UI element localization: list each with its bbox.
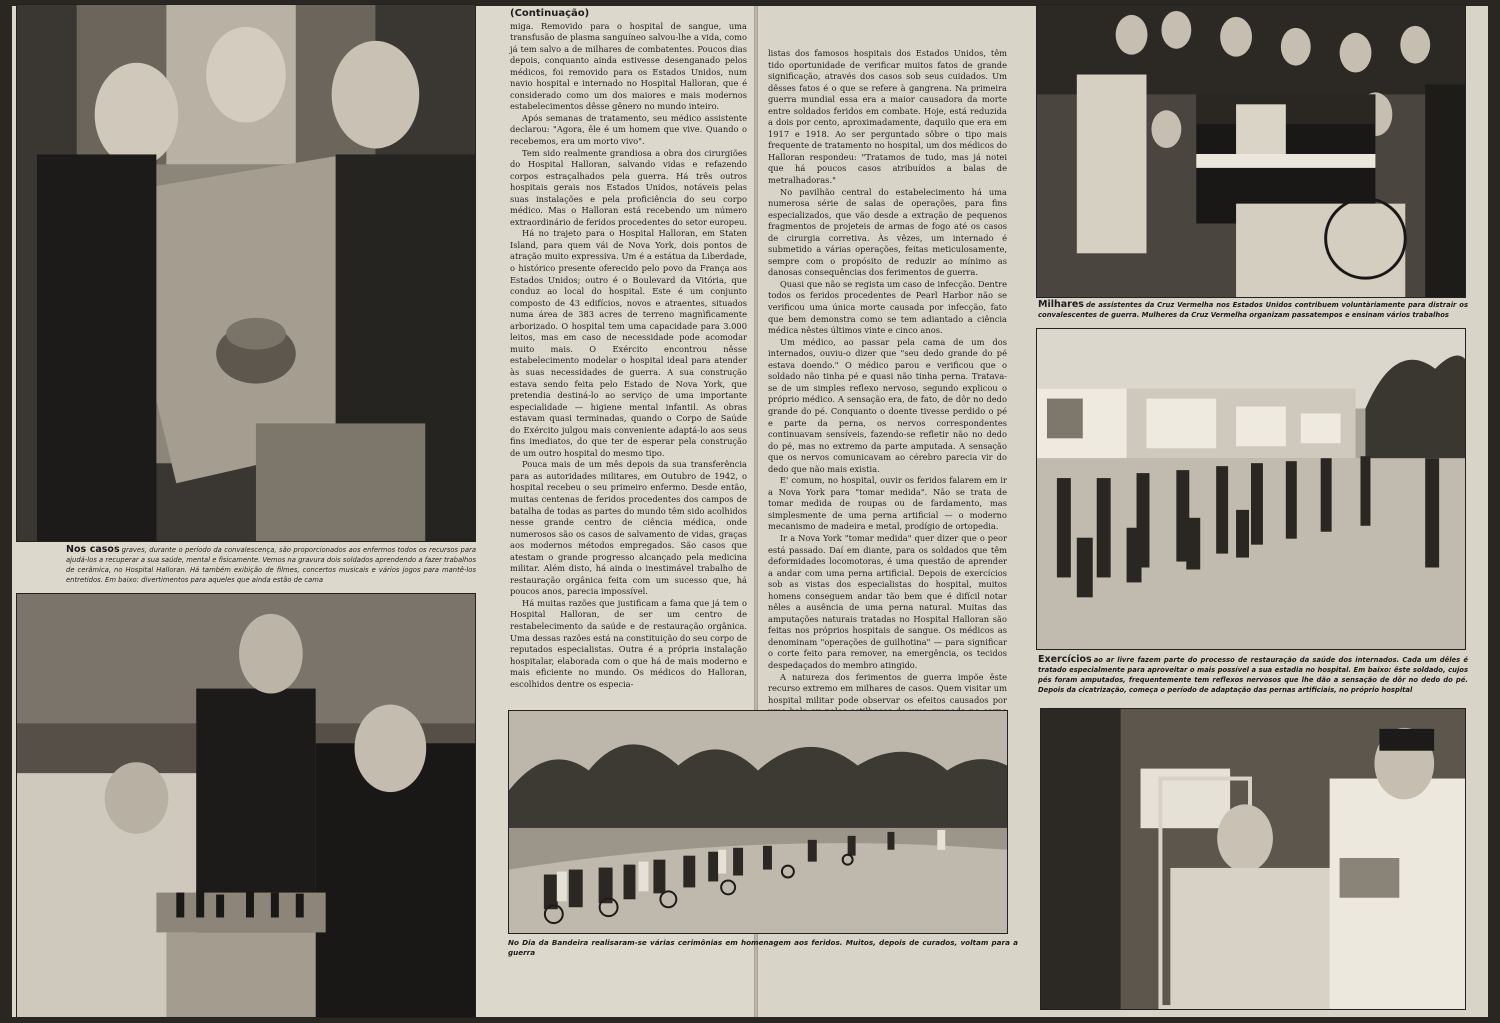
paragraph: listas dos famosos hospitais dos Estados Unidos, têm tido oportunidade de verificar muitos fatos de grande significação, através dos casos sob seus cuidados. Um dêsses fatos é o que se refere à gangrena. Na primeira guerra mundial essa era a maior causadora da morte entre soldados feridos em combate. Hoje, está reduzida a dois por cento, aproximadamente, daquilo que era em 1917 e 1918. Ao ser perguntado sôbre o tipo mais frequente de tratamento no hospital, um dos médicos do Halloran respondeu: "Tratamos de tudo, mas já notei que há poucos casos atribuídos a balas de metralhadoras." <box>768 48 1007 186</box>
caption-milhares <box>1038 300 1468 320</box>
paragraph: Há muitas razões que justificam a fama que já tem o Hospital Halloran, de ser um centro de restabelecimento da saúde e de restauração orgânica. Uma dessas razões está na constituição do seu corpo de reputados especialistas. Outra é a própria instalação hospitalar, elaborada com o que há de mais moderno e mais eficiente no mundo. Os médicos do Halloran, escolhidos dentre os especia- <box>510 597 747 689</box>
caption-text: de assistentes da Cruz Vermelha nos Estados Unidos contribuem voluntàriamente para distrair os convalescentes de guerra. Mulheres da Cruz Vermelha organizam passatempos e ensinam vários trabalhos <box>1038 301 1468 319</box>
article-column-1 <box>510 8 747 698</box>
paragraph: miga. Removido para o hospital de sangue, uma transfusão de plasma sanguíneo salvou-lhe a vida, como já tem salvo a de milhares de combatentes. Poucos dias depois, conquanto ainda estivesse desenganado pelos médicos, foi removido para os Estados Unidos, num navio hospital e internado no Hospital Halloran, que é considerado como um dos maiores e mais modernos estabelecimentos dêsse gênero no mundo inteiro. <box>510 20 747 112</box>
caption-text: ao ar livre fazem parte do processo de restauração da saúde dos internados. Cada um dêles é tratado especialmente para aproveitar o mais possível a sua estadia no hospital. Em baixo: êste soldado, cujos pés foram amputados, frequentemente tem reflexos nervosos que lhe dão a sensação de dôr no dedo do pé. Depois da cicatrização, começa o período de adaptação das pernas artificiais, no próprio hospital <box>1038 656 1468 694</box>
caption-lead: Milhares <box>1038 299 1084 310</box>
caption-text: graves, durante o período da convalescença, são proporcionados aos enfermos todos os recursos para ajudá-los a recuperar a sua saúde, mental e fìsicamente. Vemos na gravura dois soldados aprendendo a fazer trabalhos de cerâmica, no Hospital Halloran. Há também exibição de filmes, concertos musicais e vários jogos para mantê-los entretidos. Em baixo: divertimentos para aqueles que ainda estão de cama <box>66 546 476 584</box>
caption-lead: Exercícios <box>1038 654 1092 665</box>
paragraph: Um médico, ao passar pela cama de um dos internados, ouviu-o dizer que "seu dedo grande do pé estava doendo." O médico parou e verificou que o soldado não tinha pé e quasi não tinha perna. Tratava-se de um simples reflexo nervoso, segundo explicou o próprio médico. A sensação era, de fato, de dôr no dedo grande do pé. Conquanto o doente tivesse perdido o pé e parte da perna, os nervos correspondentes continuavam sensíveis, fazendo-se refletir não no dedo do pé, mas no extremo da parte amputada. A sensação que os nervos comunicavam ao cérebro parecia vir do dedo que não mais existia. <box>768 336 1007 474</box>
caption-lead: Nos casos <box>66 544 120 555</box>
caption-exercicios <box>1038 655 1468 695</box>
photo-pottery <box>16 4 476 542</box>
photo-piano <box>1036 4 1466 298</box>
article-column-2 <box>768 48 1007 705</box>
paragraph: Ir a Nova York "tomar medida" quer dizer que o peor está passado. Daí em diante, para os soldados que têm deformidades locomotoras, é uma questão de aprender a andar com uma perna artificial. Depois de exercícios sob as vistas dos especialistas do hospital, muitos homens conseguem andar tão bem que é difícil notar nêles a ausência de uma perna natural. Muitas das amputações naturais tratadas no Hospital Halloran são feitas nos próprios hospitais de sangue. Os médicos as denominam "operações de guilhotina" — para significar o corte feito para remover, na emergência, os tecidos despedaçados do membro atingido. <box>768 532 1007 670</box>
photo-exercise <box>1036 328 1466 650</box>
photo-flag-day <box>508 710 1008 934</box>
caption-nos-casos <box>66 545 476 585</box>
photo-soldier-bed <box>1040 708 1466 1010</box>
paragraph: E' comum, no hospital, ouvir os feridos falarem em ir a Nova York para "tomar medida". Não se trata de tomar medida de roupas ou de fardamento, mas simplesmente de uma perna artificial — o moderno mecanismo de madeira e metal, prodígio de ortopedia. <box>768 475 1007 532</box>
paragraph: Há no trajeto para o Hospital Halloran, em Staten Island, para quem vái de Nova York, dois pontos de atração muito expressiva. Um é a estátua da Liberdade, o histórico presente oferecido pelo povo da França aos Estados Unidos; outro é o Boulevard da Vitória, que conduz ao local do hospital. Este é um conjunto composto de 43 edifícios, novos e atraentes, situados numa área de 383 acres de terreno magnìficamente arborizado. O hospital tem uma capacidade para 3.000 leitos, mas em caso de necessidade pode acomodar muito mais. O Exército encontrou nêsse estabelecimento modelar o hospital ideal para atender às suas necessidades de guerra. A sua construção estava sendo feita pelo Estado de Nova York, que pretendia destiná-lo ao serviço de uma importante especialidade — higiene mental infantil. As obras estavam quasi terminadas, quando o Corpo de Saúde do Exército julgou mais conveniente adaptá-lo aos seus fins imediatos, do que ter de esperar pela construção de um outro hospital do mesmo tipo. <box>510 228 747 458</box>
paragraph: A natureza dos ferimentos de guerra impõe êste recurso extremo em milhares de casos. Quem visitar um hospital militar pode observar os efeitos causados por <box>768 671 1007 705</box>
paragraph: Tem sido realmente grandiosa a obra dos cirurgiões do Hospital Halloran, salvando vidas e refazendo corpos estraçalhados pela guerra. Há três outros hospitais gerais nos Estados Unidos, notáveis pelas suas instalações e pela proficiência do seu corpo médico. Mas o Halloran está recebendo um número extraordinário de feridos procedentes do setor europeu. <box>510 147 747 227</box>
caption-text: No Dia da Bandeira realisaram-se várias cerimônias em homenagem aos feridos. Muitos, depois de curados, voltam para a guerra <box>508 938 1018 957</box>
paragraph: Pouca mais de um mês depois da sua transferência para as autoridades militares, em Outubro de 1942, o hospital recebeu o seu primeiro enfermo. Desde então, muitas centenas de feridos procedentes dos campos de batalha de todas as partes do mundo têm sido acolhidos nesse grande centro de ciência médica, onde numerosos são os casos de salvamento de vidas, graças aos modernos métodos empregados. São casos que atestam o grande progresso alcançado pela medicina militar. Além disto, há ainda o inestimável trabalho de restauração orgânica feita com um sucesso que, há poucos anos, parecia impossível. <box>510 459 747 597</box>
caption-bandeira <box>508 938 1018 958</box>
paragraph: No pavilhão central do estabelecimento há uma numerosa série de salas de operações, para fins especializados, que vão desde a extração de pequenos fragmentos de projeteis de armas de fogo até os casos de cirurgia corretiva. Às vêzes, um internado é submetido a várias operações, feitas meticulosamente, sempre com o propósito de reduzir ao mínimo as danosas consequências dos ferimentos de guerra. <box>768 186 1007 278</box>
paragraph: Após semanas de tratamento, seu médico assistente declarou: "Agora, êle é um homem que vive. Quando o recebemos, era um morto vivo". <box>510 112 747 147</box>
paragraph: Quasi que não se regista um caso de infecção. Dentre todos os feridos procedentes de Pearl Harbor não se verificou uma única morte causada por infecção, fato que bem demonstra como se tem adiantado a ciência médica nêstes últimos vinte e cinco anos. <box>768 278 1007 336</box>
continuation-label: (Continuação) <box>510 8 590 19</box>
photo-chess <box>16 593 476 1018</box>
